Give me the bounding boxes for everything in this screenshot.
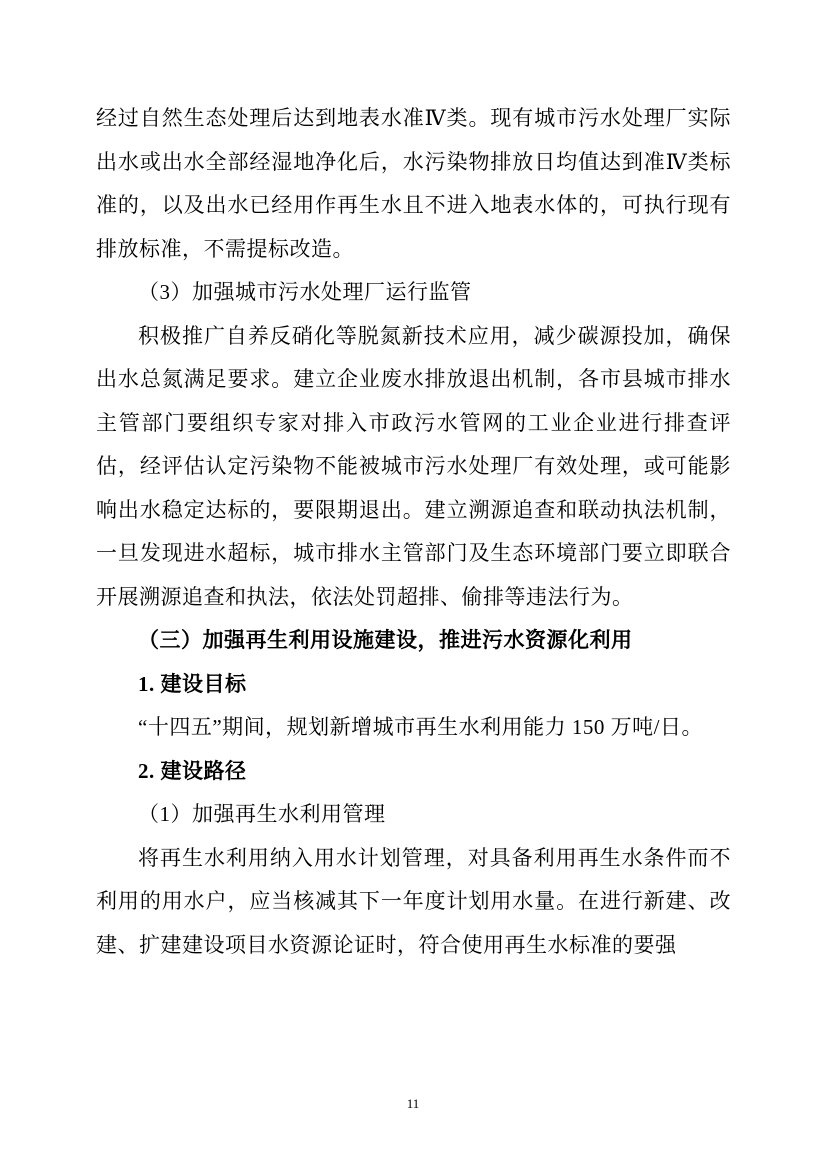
paragraph: 积极推广自养反硝化等脱氮新技术应用，减少碳源投加，确保出水总氮满足要求。建立企业废水排放退出机制，各市县城市排水主管部门要组织专家对排入市政污水管网的工业企业进行排查评估，经评估认定污染物不能被城市污水处理厂有效处理，或可能影响出水稳定达标的，要限期退出。建立溯源追查和联动执法机制，一旦发现进水超标，城市排水主管部门及生态环境部门要立即联合开展溯源追查和执法，依法处罚超排、偷排等违法行为。 [96, 323, 731, 609]
section-heading: （三）加强再生利用设施建设，推进污水资源化利用 [138, 628, 633, 652]
sub-heading-path: 2. 建设路径 [138, 758, 247, 783]
sub-heading-item-3: （3）加强城市污水处理厂运行监管 [138, 280, 472, 304]
page-footer [0, 1097, 826, 1111]
page-number: 11 [406, 1096, 420, 1111]
paragraph-continued: 经过自然生态处理后达到地表水准Ⅳ类。现有城市污水处理厂实际出水或出水全部经湿地净化后，水污染物排放日均值达到准Ⅳ类标准的，以及出水已经用作再生水且不进入地表水体的，可执行现有排放标准，不需提标改造。 [96, 106, 731, 261]
sub-heading-item-1: （1）加强再生水利用管理 [138, 802, 386, 826]
paragraph: 将再生水利用纳入用水计划管理，对具备利用再生水条件而不利用的用水户，应当核减其下一年度计划用水量。在进行新建、改建、扩建建设项目水资源论证时，符合使用再生水标准的要强 [96, 845, 731, 957]
sub-heading-goal: 1. 建设目标 [138, 671, 247, 696]
paragraph: “十四五”期间，规划新增城市再生水利用能力 150 万吨/日。 [138, 715, 703, 739]
